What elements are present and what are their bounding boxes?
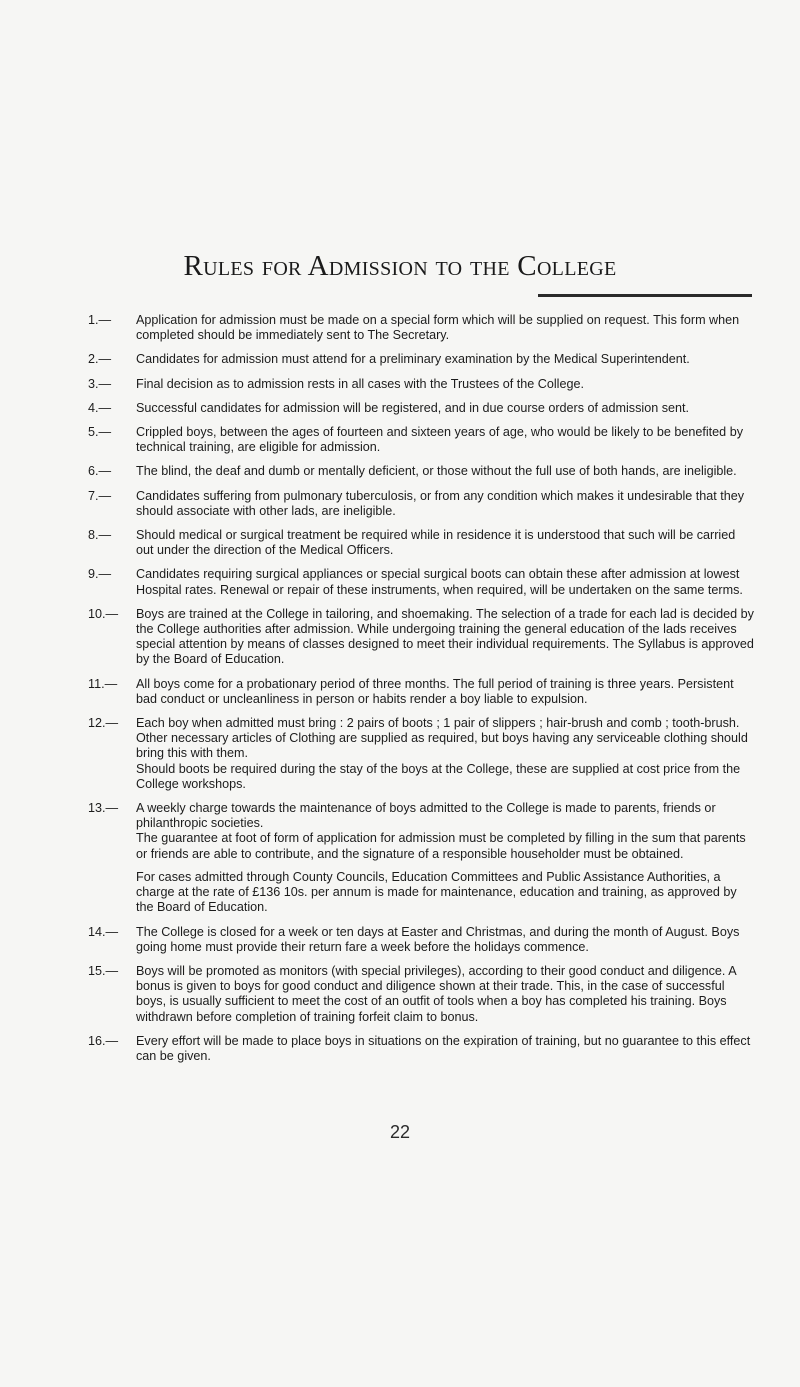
rule-item (88, 607, 756, 668)
rule-text: Candidates for admission must attend for a preliminary examination by the Medical Superintendent. (136, 352, 690, 367)
rule-text: Every effort will be made to place boys in situations on the expiration of training, but no guarantee to this effect can be given. (136, 1033, 751, 1063)
rule-item (88, 925, 756, 955)
rule-item (88, 377, 756, 392)
page-number: 22 (389, 1122, 411, 1142)
rule-number: 13.— (88, 801, 119, 816)
rule-text: Boys are trained at the College in tailoring, and shoemaking. The selection of a trade for each lad is decided by the College authorities after admission. While undergoing training the general education of the lads receives special attention by means of classes designed to meet their individual requirements. The Syllabus is approved by the Board of Education. (136, 606, 754, 667)
rule-number: 9.— (88, 567, 112, 582)
rule-number: 16.— (88, 1033, 119, 1048)
rule-item (88, 313, 756, 343)
rules-list (88, 313, 756, 1073)
rule-number: 11.— (88, 676, 118, 691)
rule-item (88, 801, 756, 915)
rule-item (88, 352, 756, 367)
rule-number: 14.— (88, 924, 119, 939)
rule-number: 2.— (88, 352, 112, 367)
rule-text: Candidates requiring surgical appliances or special surgical boots can obtain these after admission at lowest Hospital rates. Renewal or repair of these instruments, when required, will be undertaken on the same terms. (136, 567, 743, 597)
rule-item (88, 677, 756, 707)
rule-number: 4.— (88, 400, 112, 415)
rule-number: 10.— (88, 606, 119, 621)
rule-item (88, 716, 756, 792)
rule-text: Other necessary articles of Clothing are supplied as required, but boys having any serviceable clothing should bring this with them. (136, 731, 748, 761)
rule-item (88, 528, 756, 558)
rule-number: 6.— (88, 464, 112, 479)
title-underline (538, 294, 752, 297)
rule-number: 5.— (88, 425, 112, 440)
rule-number: 8.— (88, 528, 112, 543)
rule-item (88, 425, 756, 455)
rule-item (88, 964, 756, 1025)
rule-text: Should boots be required during the stay of the boys at the College, these are supplied at cost price from the College workshops. (136, 761, 741, 791)
rule-text: All boys come for a probationary period of three months. The full period of training is three years. Persistent bad conduct or uncleanliness in person or habits render a boy liable to expulsion. (136, 676, 734, 706)
rule-text: Crippled boys, between the ages of fourteen and sixteen years of age, who would be likely to be benefited by technical training, are eligible for admission. (136, 425, 743, 455)
rule-text: Boys will be promoted as monitors (with special privileges), according to their good conduct and diligence. A bonus is given to boys for good conduct and diligence shown at their trade. This, in the case of successful boys, is usually sufficient to meet the cost of an outfit of tools when a boy has completed his training. Boys withdrawn before completion of training forfeit claim to bonus. (136, 963, 736, 1024)
rule-item (88, 567, 756, 597)
rule-text: Candidates suffering from pulmonary tuberculosis, or from any condition which makes it undesirable that they should associate with other lads, are ineligible. (136, 488, 745, 518)
page-title: Rules for Admission to the College (183, 250, 617, 282)
rule-text: A weekly charge towards the maintenance of boys admitted to the College is made to parents, friends or philanthropic societies. (136, 801, 716, 831)
rule-text: The blind, the deaf and dumb or mentally deficient, or those without the full use of both hands, are ineligible. (136, 464, 737, 479)
rule-text: Should medical or surgical treatment be required while in residence it is understood that such will be carried out under the direction of the Medical Officers. (136, 528, 736, 558)
rule-number: 12.— (88, 716, 119, 731)
rule-text: Final decision as to admission rests in all cases with the Trustees of the College. (136, 376, 584, 391)
rule-number: 1.— (88, 313, 112, 327)
rule-text: Successful candidates for admission will be registered, and in due course orders of admission sent. (136, 400, 690, 415)
rule-text: The College is closed for a week or ten days at Easter and Christmas, and during the month of August. Boys going home must provide their return fare a week before the holidays commence. (136, 924, 740, 954)
rule-text: Each boy when admitted must bring : 2 pairs of boots ; 1 pair of slippers ; hair-brush and comb ; tooth-brush. (136, 716, 740, 731)
rule-item (88, 1034, 756, 1064)
rule-number: 15.— (88, 963, 119, 978)
rule-item (88, 489, 756, 519)
rule-number: 7.— (88, 488, 112, 503)
rule-text: Application for admission must be made on a special form which will be supplied on request. This form when completed should be immediately sent to The Secretary. (136, 313, 740, 343)
rule-text: For cases admitted through County Councils, Education Committees and Public Assistance Authorities, a charge at the rate of £136 10s. per annum is made for maintenance, education and training, as approved by the Board of Education. (136, 869, 737, 915)
rule-number: 3.— (88, 376, 112, 391)
rule-text: The guarantee at foot of form of application for admission must be completed by filling in the sum that parents or friends are able to contribute, and the signature of a responsible householder must be obtained. (136, 831, 746, 861)
rule-item (88, 401, 756, 416)
rule-item (88, 464, 756, 479)
